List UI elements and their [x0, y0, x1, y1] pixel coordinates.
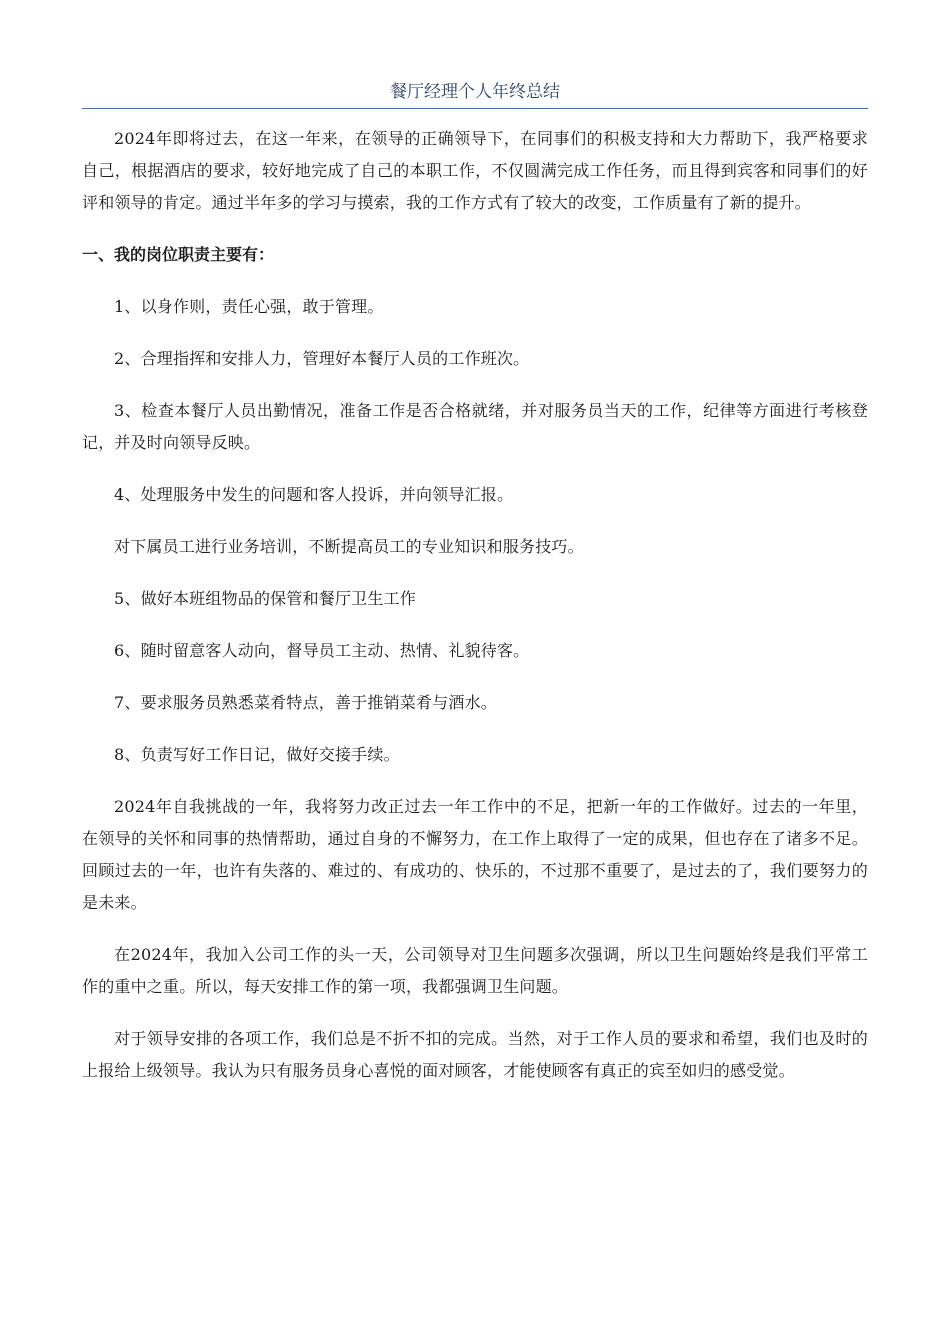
- document-page: [82, 78, 868, 1087]
- body-paragraph: 2024年自我挑战的一年，我将努力改正过去一年工作中的不足，把新一年的工作做好。过去的一年里，在领导的关怀和同事的热情帮助，通过自身的不懈努力，在工作上取得了一定的成果，但也存在了诸多不足。回顾过去的一年，也许有失落的、难过的、有成功的、快乐的，不过那不重要了，是过去的了，我们要努力的是未来。: [82, 797, 868, 912]
- list-item: 对下属员工进行业务培训，不断提高员工的专业知识和服务技巧。: [114, 537, 584, 556]
- section-heading: 一、我的岗位职责主要有：: [82, 245, 275, 264]
- list-item: 8、负责写好工作日记，做好交接手续。: [114, 745, 400, 764]
- list-item: 4、处理服务中发生的问题和客人投诉，并向领导汇报。: [114, 485, 514, 504]
- list-item: 5、做好本班组物品的保管和餐厅卫生工作: [114, 589, 416, 608]
- body-paragraph: 在2024年，我加入公司工作的头一天，公司领导对卫生问题多次强调，所以卫生问题始终是我们平常工作的重中之重。所以，每天安排工作的第一项，我都强调卫生问题。: [82, 945, 868, 996]
- list-item: 7、要求服务员熟悉菜肴特点，善于推销菜肴与酒水。: [114, 693, 497, 712]
- list-item: 2、合理指挥和安排人力，管理好本餐厅人员的工作班次。: [114, 349, 530, 368]
- list-item: 6、随时留意客人动向，督导员工主动、热情、礼貌待客。: [114, 641, 530, 660]
- intro-paragraph: 2024年即将过去，在这一年来，在领导的正确领导下，在同事们的积极支持和大力帮助下，我严格要求自己，根据酒店的要求，较好地完成了自己的本职工作，不仅圆满完成工作任务，而且得到宾客和同事们的好评和领导的肯定。通过半年多的学习与摸索，我的工作方式有了较大的改变，工作质量有了新的提升。: [82, 129, 868, 212]
- list-item: 3、检查本餐厅人员出勤情况，准备工作是否合格就绪，并对服务员当天的工作，纪律等方面进行考核登记，并及时向领导反映。: [82, 401, 868, 452]
- body-paragraph: 对于领导安排的各项工作，我们总是不折不扣的完成。当然，对于工作人员的要求和希望，我们也及时的上报给上级领导。我认为只有服务员身心喜悦的面对顾客，才能使顾客有真正的宾至如归的感受觉。: [82, 1029, 868, 1080]
- page-header-title: 餐厅经理个人年终总结: [82, 78, 868, 109]
- list-item: 1、以身作则，责任心强，敢于管理。: [114, 297, 384, 316]
